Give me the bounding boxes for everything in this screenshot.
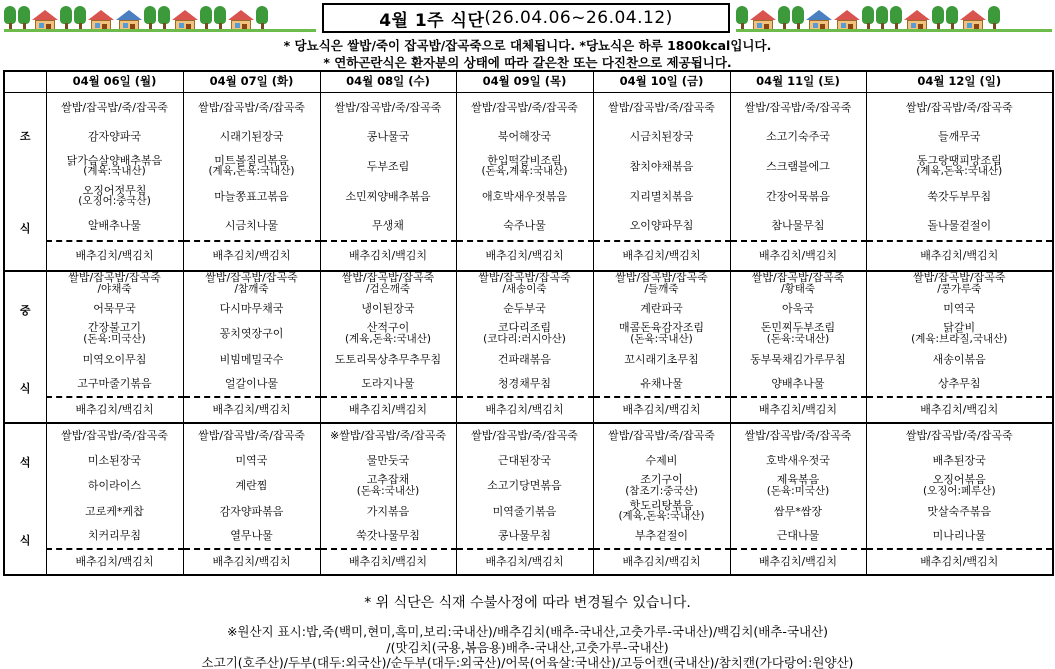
menu-cell <box>593 473 730 498</box>
dish-origin: (코다리:러시아산) <box>483 332 566 345</box>
menu-cell <box>866 321 1053 346</box>
dish-name: 쌀밥/잡곡밥/죽/잡곡죽 <box>730 92 866 122</box>
meal-label-3 <box>4 423 46 575</box>
menu-row <box>4 211 1053 241</box>
page-title <box>322 3 730 33</box>
dish-name: 배추김치/백김치 <box>183 241 320 271</box>
origin-line-2: /(맛김치(국용,볶음용)배추-국내산,고춧가루-국내산) <box>386 640 669 655</box>
dish-name: 무생채 <box>320 211 456 241</box>
village-decoration-right <box>736 2 1052 32</box>
menu-cell <box>730 473 866 498</box>
dish-name: 비빔메밀국수 <box>183 346 320 371</box>
dish-origin: (오징어:중국산) <box>78 195 151 208</box>
dish-origin: (돈육:국내산) <box>630 332 693 345</box>
menu-cell <box>593 271 730 296</box>
corner-cell <box>4 71 46 92</box>
dish-name: 스크램블에그 <box>730 152 866 182</box>
dish-name: 배추김치/백김치 <box>183 397 320 422</box>
dish-origin: /새송이죽 <box>502 282 547 295</box>
meal-label-top: 조 <box>19 130 31 144</box>
dish-name: 수제비 <box>593 448 730 473</box>
dish-name: 쌀밥/잡곡밥/잡곡죽 <box>615 271 708 285</box>
dish-name: 건파래볶음 <box>456 346 593 371</box>
dish-name: 핫도리탕볶음 <box>629 498 694 512</box>
dish-name: 감자양파국 <box>46 122 183 152</box>
meal-label-bottom: 식 <box>19 381 31 395</box>
dish-name: 소고기숙주국 <box>730 122 866 152</box>
day-header-2: 04월 07일 (화) <box>183 71 320 92</box>
dish-name: 고추잡채 <box>366 473 410 487</box>
dish-origin: /들깨죽 <box>644 282 679 295</box>
menu-cell <box>456 321 593 346</box>
dish-name: 콩나물국 <box>320 122 456 152</box>
dish-name: 하이라이스 <box>46 473 183 498</box>
origin-line-1: ※원산지 표시:밥,죽(백미,현미,흑미,보리:국내산)/배추김치(배추-국내산,고춧가루-국내산)/백김치(배추-국내산) <box>226 624 829 639</box>
menu-row <box>4 549 1053 574</box>
dish-name: 꽁치엿장구이 <box>183 321 320 346</box>
dish-name: 조기구이 <box>640 473 683 487</box>
dish-name: 닭갈비 <box>943 321 976 335</box>
menu-row <box>4 321 1053 346</box>
menu-cell <box>320 473 456 498</box>
dish-name: 동그랑땡피망조림 <box>916 153 1002 167</box>
dish-name: 숙주나물 <box>456 211 593 241</box>
dish-name: 순두부국 <box>456 296 593 321</box>
dish-name: 오징어젓무침 <box>82 183 147 197</box>
menu-cell <box>593 498 730 523</box>
dish-name: 쌀밥/잡곡밥/잡곡죽 <box>68 271 161 285</box>
dish-origin: (돈육:미국산) <box>766 484 830 497</box>
dish-name: 배추김치/백김치 <box>46 397 183 422</box>
dish-name: 북어해장국 <box>456 122 593 152</box>
dish-name: 쌈무*쌈장 <box>730 498 866 523</box>
dish-name: 지리멸치볶음 <box>593 181 730 211</box>
dish-name: 배추김치/백김치 <box>320 549 456 574</box>
dysphagia-notice: * 연하곤란식은 환자분의 상태에 따라 갈은찬 또는 다진찬으로 제공됩니다. <box>323 55 732 70</box>
dish-name: 두부조림 <box>320 152 456 182</box>
dish-name: 배추김치/백김치 <box>593 241 730 271</box>
dish-name: 쌀밥/잡곡밥/죽/잡곡죽 <box>593 423 730 448</box>
dish-name: 닭가슴살양배추볶음 <box>66 153 163 167</box>
menu-cell <box>866 152 1053 182</box>
dish-name: 배추김치/백김치 <box>593 549 730 574</box>
day-header-1: 04월 06일 (월) <box>46 71 183 92</box>
dish-name: 쌀밥/잡곡밥/죽/잡곡죽 <box>593 92 730 122</box>
dish-origin: /황태죽 <box>781 282 815 295</box>
dish-name: 콩나물무침 <box>456 524 593 549</box>
menu-row <box>4 271 1053 296</box>
menu-cell <box>730 321 866 346</box>
dish-origin: (돈육:국내산) <box>766 332 830 345</box>
dish-name: 도라지나물 <box>320 372 456 397</box>
dish-name: 다시마무채국 <box>183 296 320 321</box>
village-decoration-left <box>4 2 316 32</box>
menu-cell <box>866 473 1053 498</box>
meal-label-bottom: 식 <box>19 533 31 547</box>
dish-name: 쌀밥/잡곡밥/죽/잡곡죽 <box>730 423 866 448</box>
dish-name: 근대나물 <box>730 524 866 549</box>
dish-name: ※쌀밥/잡곡밥/죽/잡곡죽 <box>320 423 456 448</box>
day-header-4: 04월 09일 (목) <box>456 71 593 92</box>
menu-row <box>4 423 1053 448</box>
meal-label-1 <box>4 92 46 271</box>
title-date-range: (26.04.06~26.04.12) <box>484 8 673 28</box>
dish-name: 쌀밥/잡곡밥/죽/잡곡죽 <box>866 92 1053 122</box>
dish-name: 배추김치/백김치 <box>456 241 593 271</box>
menu-cell <box>866 271 1053 296</box>
dish-name: 소민찌양배추볶음 <box>320 181 456 211</box>
dish-origin: (계육:브라질,국내산) <box>911 332 1008 345</box>
dish-origin: (계육:국내산) <box>83 165 146 178</box>
dish-name: 맛살숙주볶음 <box>866 498 1053 523</box>
dish-name: 도토리묵상추무추무침 <box>320 346 456 371</box>
meal-label-bottom: 식 <box>19 222 31 236</box>
dish-name: 배추된장국 <box>866 448 1053 473</box>
menu-cell <box>456 271 593 296</box>
menu-row <box>4 346 1053 371</box>
dish-name: 배추김치/백김치 <box>593 397 730 422</box>
meal-label-top: 중 <box>19 303 31 317</box>
dish-name: 미트볼질리볶음 <box>214 153 289 167</box>
dish-name: 쌀밥/잡곡밥/잡곡죽 <box>205 271 298 285</box>
dish-name: 미역국 <box>183 448 320 473</box>
dish-name: 꼬시래기초무침 <box>593 346 730 371</box>
dish-name: 한입떡갈비조림 <box>487 153 562 167</box>
dish-name: 간장불고기 <box>87 321 142 335</box>
dish-name: 쌀밥/잡곡밥/죽/잡곡죽 <box>183 423 320 448</box>
dish-name: 아욱국 <box>730 296 866 321</box>
dish-origin: (돈육:국내산) <box>356 484 420 497</box>
dish-name: 계란파국 <box>593 296 730 321</box>
day-header-3: 04월 08일 (수) <box>320 71 456 92</box>
dish-name: 유채나물 <box>593 372 730 397</box>
menu-cell <box>46 181 183 211</box>
dish-origin: (계육,돈육:국내산) <box>916 165 1003 178</box>
dish-name: 소고기당면볶음 <box>456 473 593 498</box>
menu-row <box>4 372 1053 397</box>
dish-name: 돌나물겉절이 <box>866 211 1053 241</box>
dish-name: 부추겉절이 <box>593 524 730 549</box>
dish-name: 물만둣국 <box>320 448 456 473</box>
dish-origin: (돈육,계육:국내산) <box>481 165 568 178</box>
dish-name: 배추김치/백김치 <box>183 549 320 574</box>
dish-name: 애호박새우젓볶음 <box>456 181 593 211</box>
dish-name: 쌀밥/잡곡밥/죽/잡곡죽 <box>320 92 456 122</box>
menu-row <box>4 92 1053 122</box>
dish-name: 배추김치/백김치 <box>320 397 456 422</box>
dish-name: 산적구이 <box>366 321 410 335</box>
dish-name: 계란찜 <box>183 473 320 498</box>
menu-cell <box>320 321 456 346</box>
dish-origin: (계육,돈육:국내산) <box>618 510 705 523</box>
dish-origin: /검은깨죽 <box>365 282 411 295</box>
meal-label-2 <box>4 271 46 423</box>
dish-name: 쌀밥/잡곡밥/잡곡죽 <box>913 271 1006 285</box>
dish-name: 쌀밥/잡곡밥/죽/잡곡죽 <box>456 92 593 122</box>
menu-cell <box>183 271 320 296</box>
dish-name: 배추김치/백김치 <box>456 397 593 422</box>
dish-name: 호박새우젓국 <box>730 448 866 473</box>
dish-name: 새송이볶음 <box>866 346 1053 371</box>
dish-name: 돈민찌두부조림 <box>760 321 836 335</box>
dish-name: 배추김치/백김치 <box>730 241 866 271</box>
menu-row <box>4 498 1053 523</box>
menu-row <box>4 524 1053 549</box>
dish-origin: /야채죽 <box>97 282 132 295</box>
dish-name: 동부묵채김가루무침 <box>730 346 866 371</box>
dish-name: 간장어묵볶음 <box>730 181 866 211</box>
dish-name: 상추무침 <box>866 372 1053 397</box>
dish-name: 고로케*케찹 <box>46 498 183 523</box>
menu-row <box>4 448 1053 473</box>
dish-name: 코다리조림 <box>497 321 552 335</box>
menu-row <box>4 241 1053 271</box>
dish-origin: (참조기:중국산) <box>625 484 698 497</box>
dish-name: 참나물무침 <box>730 211 866 241</box>
dish-name: 참치야채볶음 <box>593 152 730 182</box>
dish-origin: (오징어:페루산) <box>922 484 996 497</box>
dish-name: 치커리무침 <box>46 524 183 549</box>
dish-name: 쌀밥/잡곡밥/죽/잡곡죽 <box>46 423 183 448</box>
meal-label-top: 석 <box>19 455 31 469</box>
dish-name: 고구마줄기볶음 <box>46 372 183 397</box>
dish-name: 시금치된장국 <box>593 122 730 152</box>
menu-row <box>4 181 1053 211</box>
menu-cell <box>46 271 183 296</box>
dish-name: 쌀밥/잡곡밥/죽/잡곡죽 <box>46 92 183 122</box>
dish-name: 오이양파무침 <box>593 211 730 241</box>
dish-name: 배추김치/백김치 <box>866 241 1053 271</box>
dish-name: 들깨무국 <box>866 122 1053 152</box>
day-header-7: 04월 12일 (일) <box>866 71 1053 92</box>
dish-name: 배추김치/백김치 <box>730 549 866 574</box>
dish-name: 냉이된장국 <box>320 296 456 321</box>
menu-row <box>4 397 1053 422</box>
dish-name: 미소된장국 <box>46 448 183 473</box>
dish-name: 쑥갓나물무침 <box>320 524 456 549</box>
menu-row <box>4 152 1053 182</box>
dish-name: 미나리나물 <box>866 524 1053 549</box>
dish-origin: (계육,돈육:국내산) <box>208 165 295 178</box>
dish-origin: /콩가루죽 <box>937 282 982 295</box>
dish-name: 양배추나물 <box>730 372 866 397</box>
dish-name: 미역줄기볶음 <box>456 498 593 523</box>
dish-name: 미역오이무침 <box>46 346 183 371</box>
menu-cell <box>456 152 593 182</box>
dish-name: 어묵무국 <box>46 296 183 321</box>
dish-name: 얼갈이나물 <box>183 372 320 397</box>
day-header-6: 04월 11일 (토) <box>730 71 866 92</box>
dish-name: 마늘쫑표고볶음 <box>183 181 320 211</box>
dish-origin: (계육,돈육:국내산) <box>344 332 432 345</box>
dish-name: 배추김치/백김치 <box>46 549 183 574</box>
menu-cell <box>46 321 183 346</box>
dish-name: 쌀밥/잡곡밥/잡곡죽 <box>478 271 571 285</box>
menu-row <box>4 473 1053 498</box>
dish-name: 근대된장국 <box>456 448 593 473</box>
dish-origin: (돈육:미국산) <box>83 332 146 345</box>
dish-name: 청경채무침 <box>456 372 593 397</box>
menu-cell <box>183 152 320 182</box>
dish-name: 제육볶음 <box>776 473 820 487</box>
dish-name: 쑥갓두부무침 <box>866 181 1053 211</box>
menu-cell <box>593 321 730 346</box>
dish-name: 쌀밥/잡곡밥/죽/잡곡죽 <box>866 423 1053 448</box>
dish-name: 배추김치/백김치 <box>866 549 1053 574</box>
dish-name: 열무나물 <box>183 524 320 549</box>
dish-name: 배추김치/백김치 <box>456 549 593 574</box>
dish-name: 쌀밥/잡곡밥/죽/잡곡죽 <box>456 423 593 448</box>
dish-name: 배추김치/백김치 <box>46 241 183 271</box>
day-header-5: 04월 10일 (금) <box>593 71 730 92</box>
dish-name: 시래기된장국 <box>183 122 320 152</box>
change-notice: * 위 식단은 식재 수불사정에 따라 변경될수 있습니다. <box>364 595 691 611</box>
dish-name: 쌀밥/잡곡밥/잡곡죽 <box>341 271 435 285</box>
title-main: 4월 1주 식단 <box>379 10 485 31</box>
page-header <box>0 0 1055 36</box>
dish-origin: /참깨죽 <box>234 282 269 295</box>
weekly-menu-table <box>3 70 1054 576</box>
origin-line-3: 소고기(호주산)/두부(대두:외국산)/순두부(대두:외국산)/어묵(어육살:국내산)/고등어캔(국내산)/참치캔(가다랑어:원양산) <box>201 655 854 669</box>
dish-name: 배추김치/백김치 <box>730 397 866 422</box>
dish-name: 감자양파볶음 <box>183 498 320 523</box>
dish-name: 배추김치/백김치 <box>866 397 1053 422</box>
dish-name: 미역국 <box>866 296 1053 321</box>
dish-name: 쌀밥/잡곡밥/잡곡죽 <box>751 271 845 285</box>
dish-name: 시금치나물 <box>183 211 320 241</box>
menu-cell <box>320 271 456 296</box>
diabetic-notice: * 당뇨식은 쌀밥/죽이 잡곡밥/잡곡죽으로 대체됩니다. *당뇨식은 하루 1800kcal입니다. <box>283 38 772 53</box>
dish-name: 쌀밥/잡곡밥/죽/잡곡죽 <box>183 92 320 122</box>
menu-row <box>4 296 1053 321</box>
dish-name: 배추김치/백김치 <box>320 241 456 271</box>
dish-name: 오징어볶음 <box>932 473 986 487</box>
dish-name: 알배추나물 <box>46 211 183 241</box>
dish-name: 가지볶음 <box>320 498 456 523</box>
day-header-row <box>4 71 1053 92</box>
dish-name: 매콤돈육감자조림 <box>618 321 704 335</box>
menu-cell <box>46 152 183 182</box>
menu-row <box>4 122 1053 152</box>
menu-cell <box>730 271 866 296</box>
